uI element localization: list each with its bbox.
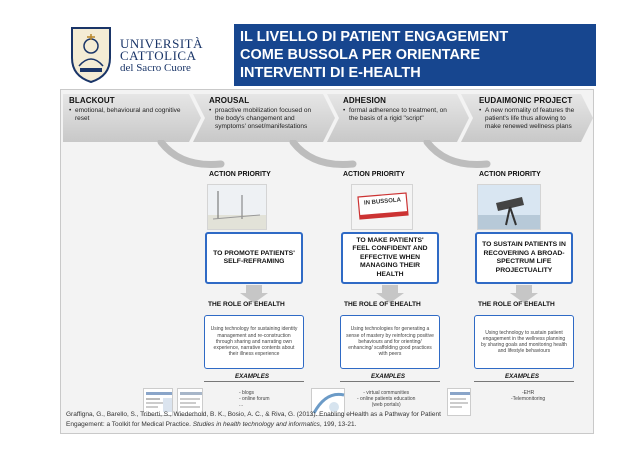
action-priority-label-1: ACTION PRIORITY <box>209 171 271 178</box>
examples-list-3: -EHR -Telemonitoring <box>511 390 546 403</box>
examples-list-2: - virtual communities - online patients education (web portals) <box>357 390 416 409</box>
ehealth-role-label-2: THE ROLE OF EHEALTH <box>344 301 421 308</box>
title-line-1: IL LIVELLO DI PATIENT ENGAGEMENT <box>240 29 509 45</box>
citation-issue: , 199, 13-21. <box>319 421 357 428</box>
title-line-2: COME BUSSOLA PER ORIENTARE <box>240 47 481 63</box>
slide-title <box>234 24 596 86</box>
engagement-diagram <box>60 89 594 434</box>
connector-arrow-1 <box>161 142 221 165</box>
phase-2-name: AROUSAL <box>209 96 250 105</box>
phase-1-description: • emotional, behavioural and cognitive reset <box>69 107 187 123</box>
phase-3-name: ADHESION <box>343 96 387 105</box>
examples-divider-2 <box>340 381 440 382</box>
phase-2-description: • proactive mobilization focused on the body's changement and symptoms' onset/manifestations <box>209 107 321 131</box>
priority-box-2: TO MAKE PATIENTS' FEEL CONFIDENT AND EFFECTIVE WHEN MANAGING THEIR HEALTH <box>341 232 439 284</box>
examples-label-2: EXAMPLES <box>371 373 406 380</box>
citation-journal: Studies in health technology and informatics <box>192 421 320 428</box>
phase-4-name: EUDAIMONIC PROJECT <box>479 96 573 105</box>
citation-authors: Graffigna, G., Barello, S., Triberti, S., Wiederhold, B. K., Bosio, A. C., & Riva, G. (2013). Enabling eHealth as a Pathway for Patient <box>66 411 441 418</box>
examples-label-1: EXAMPLES <box>235 373 270 380</box>
photo-landscape <box>207 184 267 230</box>
priority-box-3: TO SUSTAIN PATIENTS IN RECOVERING A BROAD-SPECTRUM LIFE PROJECTUALITY <box>475 232 573 284</box>
phase-3-description: • formal adherence to treatment, on the basis of a rigid "script" <box>343 107 455 123</box>
telescope-image-icon <box>478 185 541 230</box>
compass-sign-image-icon <box>352 185 413 230</box>
ehealth-role-box-1: Using technology for sustaining identity management and re-construction through sharing and narrating own experience, narrative contents about their illness experience <box>204 315 304 369</box>
university-crest-icon <box>66 24 116 84</box>
logo-line-1: UNIVERSITÀ <box>120 36 203 51</box>
citation-title: Engagement: a Toolkit for Medical Practice. <box>66 421 193 428</box>
ehealth-role-box-3: Using technology to sustain patient engagement in the wellness planning by sharing goals and monitoring health and lifestyle behaviours <box>474 315 574 369</box>
action-priority-label-2: ACTION PRIORITY <box>343 171 405 178</box>
photo-telescope <box>477 184 541 230</box>
connector-arrow-3 <box>427 142 487 165</box>
ehealth-role-box-2: Using technologies for generating a sense of mastery by reinforcing positive behaviours and for orienting/ enhancing/ scaffolding good practices with peers <box>340 315 440 369</box>
priority-box-1: TO PROMOTE PATIENTS' SELF-REFRAMING <box>205 232 303 284</box>
logo-wordmark <box>120 38 203 74</box>
logo-line-2: CATTOLICA <box>120 48 197 63</box>
examples-divider-1 <box>204 381 304 382</box>
photo-bussola-sign <box>351 184 413 230</box>
action-priority-label-3: ACTION PRIORITY <box>479 171 541 178</box>
phase-4-description: • A new normality of features the patient's life thus allowing to make renewed wellness plans <box>479 107 583 131</box>
ehealth-role-label-1: THE ROLE OF EHEALTH <box>208 301 285 308</box>
examples-list-1: - blogs - online forum ... <box>239 390 270 409</box>
bussola-sign-text: IN BUSSOLA <box>363 197 402 207</box>
phase-1-name: BLACKOUT <box>69 96 115 105</box>
connector-arrow-2 <box>293 142 353 165</box>
title-line-3: INTERVENTI DI E-HEALTH <box>240 65 421 81</box>
landscape-image-icon <box>208 185 267 230</box>
logo-line-3: del Sacro Cuore <box>120 62 191 74</box>
examples-label-3: EXAMPLES <box>505 373 540 380</box>
citation <box>66 410 596 430</box>
ehealth-role-label-3: THE ROLE OF EHEALTH <box>478 301 555 308</box>
university-logo <box>66 24 236 84</box>
examples-divider-3 <box>474 381 574 382</box>
